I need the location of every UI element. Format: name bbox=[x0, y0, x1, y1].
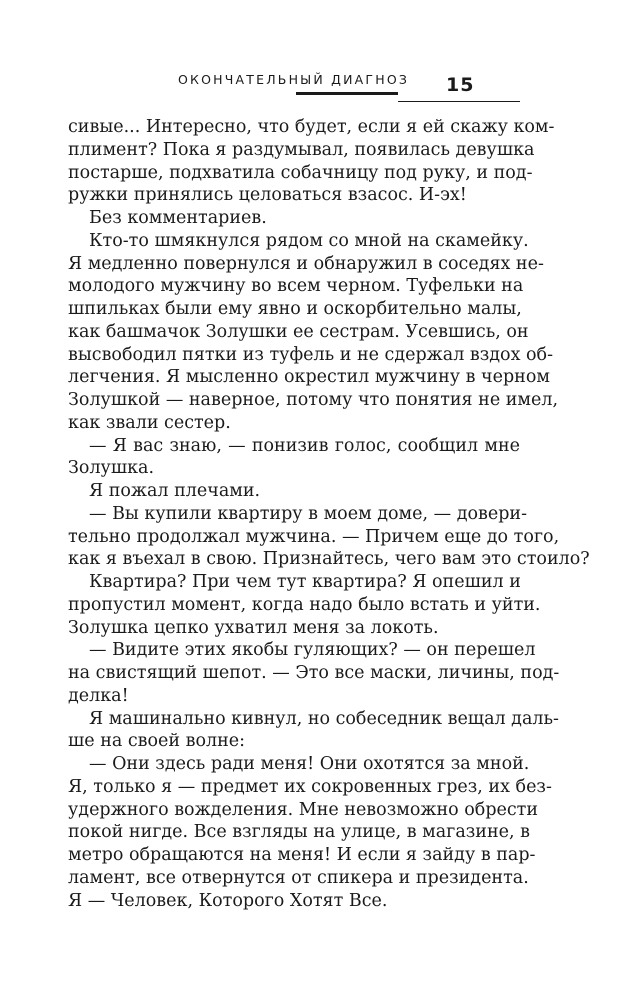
text-line: удержного вожделения. Мне невозможно обрести bbox=[68, 799, 539, 820]
text-line: — Вы купили квартиру в моем доме, — довери- bbox=[89, 503, 528, 524]
text-line: покой нигде. Все взгляды на улице, в магазине, в bbox=[68, 822, 530, 843]
text-line: Я, только я — предмет их сокровенных грез, их без- bbox=[68, 776, 552, 797]
text-line: делка! bbox=[68, 685, 129, 706]
text-line: — Они здесь ради меня! Они охотятся за мной. bbox=[89, 754, 530, 774]
header-rule bbox=[398, 101, 520, 102]
page-number: 15 bbox=[446, 74, 475, 96]
text-line: Без комментариев. bbox=[89, 208, 267, 228]
text-line: как я въехал в свою. Признайтесь, чего вам это стоило? bbox=[68, 549, 590, 570]
text-line: постарше, подхватила собачницу под руку, и под- bbox=[68, 162, 533, 183]
text-line: Золушкой — наверное, потому что понятия не имел, bbox=[68, 390, 559, 410]
text-line: высвободил пятки из туфель и не сдержал вздох об- bbox=[68, 344, 554, 365]
text-line: — Видите этих якобы гуляющих? — он перешел bbox=[89, 640, 536, 661]
text-line: Я машинально кивнул, но собеседник вещал даль- bbox=[89, 708, 559, 729]
text-line: шпильках были ему явно и оскорбительно малы, bbox=[68, 299, 522, 319]
text-line: плимент? Пока я раздумывал, появилась девушка bbox=[68, 139, 535, 160]
running-title: ОКОНЧАТЕЛЬНЫЙ ДИАГНОЗ bbox=[178, 72, 410, 87]
text-line: молодого мужчину во всем черном. Туфельки на bbox=[68, 276, 524, 297]
text-line: сивые... Интересно, что будет, если я ей скажу ком- bbox=[68, 117, 555, 137]
text-line: Золушка. bbox=[68, 458, 155, 479]
text-line: Я пожал плечами. bbox=[89, 481, 261, 501]
text-line: ружки принялись целоваться взасос. И-эх! bbox=[68, 185, 467, 206]
text-line: Я медленно повернулся и обнаружил в соседях не- bbox=[68, 253, 544, 274]
text-line: тельно продолжал мужчина. — Причем еще до того, bbox=[68, 526, 560, 547]
text-line: Я — Человек, Которого Хотят Все. bbox=[68, 890, 388, 911]
text-line: на свистящий шепот. — Это все маски, личины, под- bbox=[68, 663, 560, 683]
title-underline bbox=[296, 92, 398, 95]
text-line: как башмачок Золушки ее сестрам. Усевшись, он bbox=[68, 321, 529, 342]
text-line: — Я вас знаю, — понизив голос, сообщил мне bbox=[89, 435, 520, 456]
text-line: Золушка цепко ухватил меня за локоть. bbox=[68, 617, 439, 638]
text-line: пропустил момент, когда надо было встать и уйти. bbox=[68, 594, 541, 615]
text-line: метро обращаются на меня! И если я зайду в пар- bbox=[68, 845, 536, 865]
text-line: легчения. Я мысленно окрестил мужчину в черном bbox=[68, 367, 550, 388]
text-line: Квартира? При чем тут квартира? Я опешил и bbox=[89, 572, 521, 592]
text-line: как звали сестер. bbox=[68, 412, 231, 433]
text-line: Кто-то шмякнулся рядом со мной на скамейку. bbox=[89, 230, 529, 251]
text-line: ламент, все отвернутся от спикера и президента. bbox=[68, 867, 529, 888]
text-line: ше на своей волне: bbox=[68, 731, 246, 752]
body-text bbox=[68, 116, 590, 912]
